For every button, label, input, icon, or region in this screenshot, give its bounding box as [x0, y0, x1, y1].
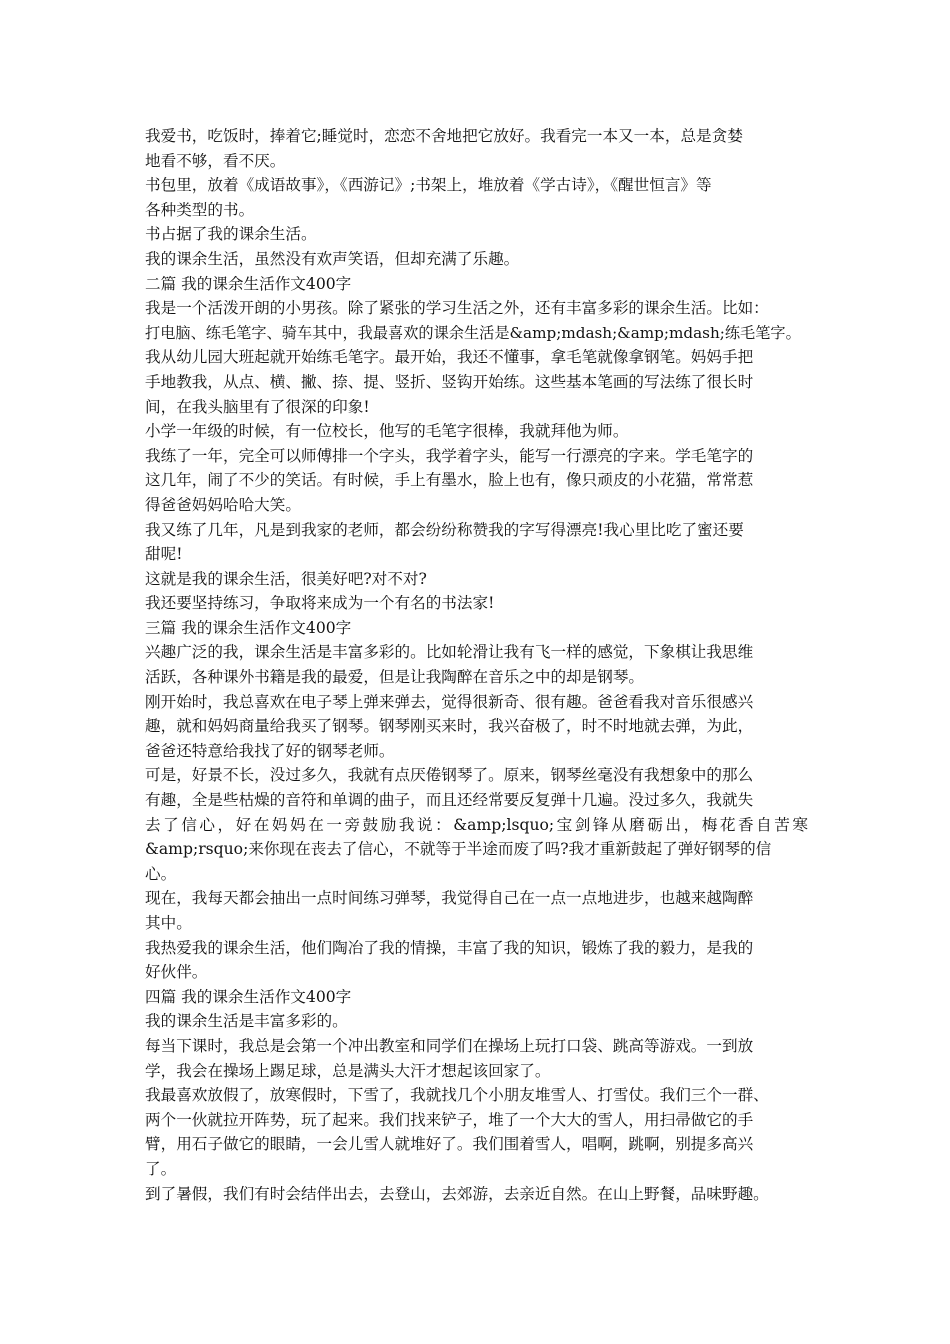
text-line: 我的课余生活是丰富多彩的。: [145, 1012, 348, 1031]
text-line: 甜呢!: [145, 545, 183, 564]
text-line: 去了信心，好在妈妈在一旁鼓励我说：&amp;lsquo;宝剑锋从磨砺出，梅花香自苦寒: [145, 815, 808, 834]
text-line: 趣，就和妈妈商量给我买了钢琴。钢琴刚买来时，我兴奋极了，时不时地就去弹，为此，: [145, 717, 754, 736]
text-line: 有趣，全是些枯燥的音符和单调的曲子，而且还经常要反复弹十几遍。没过多久，我就失: [145, 791, 754, 810]
document-body: [145, 124, 808, 1206]
text-line: 活跃，各种课外书籍是我的最爱，但是让我陶醉在音乐之中的却是钢琴。: [145, 668, 645, 687]
text-line: 两个一伙就拉开阵势，玩了起来。我们找来铲子，堆了一个大大的雪人，用扫帚做它的手: [145, 1110, 754, 1129]
text-line: 这就是我的课余生活，很美好吧?对不对?: [145, 569, 427, 588]
text-line: 可是，好景不长，没过多久，我就有点厌倦钢琴了。原来，钢琴丝毫没有我想象中的那么: [145, 766, 754, 785]
text-line: 小学一年级的时候，有一位校长，他写的毛笔字很棒，我就拜他为师。: [145, 422, 629, 441]
text-line: 我热爱我的课余生活，他们陶冶了我的情操，丰富了我的知识，锻炼了我的毅力，是我的: [145, 938, 754, 957]
text-line: 好伙伴。: [145, 963, 208, 982]
text-line: 现在，我每天都会抽出一点时间练习弹琴，我觉得自己在一点一点地进步，也越来越陶醉: [145, 889, 754, 908]
text-line: 我的课余生活，虽然没有欢声笑语，但却充满了乐趣。: [145, 249, 520, 268]
text-line: 学，我会在操场上踢足球，总是满头大汗才想起该回家了。: [145, 1061, 551, 1080]
text-line: 书占据了我的课余生活。: [145, 225, 317, 244]
section-heading: 二篇 我的课余生活作文400字: [145, 274, 352, 293]
text-line: 我爱书，吃饭时，捧着它;睡觉时，恋恋不舍地把它放好。我看完一本又一本，总是贪婪: [145, 127, 743, 145]
text-line: 手地教我，从点、横、撇、捺、提、竖折、竖钩开始练。这些基本笔画的写法练了很长时: [145, 372, 754, 391]
text-line: 心。: [145, 864, 177, 883]
text-line: 书包里，放着《成语故事》，《西游记》;书架上，堆放着《学古诗》，《醒世恒言》等: [145, 176, 712, 195]
text-line: 了。: [145, 1159, 177, 1178]
text-line: 我还要坚持练习，争取将来成为一个有名的书法家!: [145, 594, 495, 613]
text-line: 刚开始时，我总喜欢在电子琴上弹来弹去，觉得很新奇、很有趣。爸爸看我对音乐很感兴: [145, 692, 754, 711]
text-line: 得爸爸妈妈哈哈大笑。: [145, 495, 301, 514]
text-line: 每当下课时，我总是会第一个冲出教室和同学们在操场上玩打口袋、跳高等游戏。一到放: [145, 1036, 754, 1055]
text-line: 到了暑假，我们有时会结伴出去，去登山，去郊游，去亲近自然。在山上野餐，品味野趣。: [145, 1184, 769, 1203]
text-line: 我练了一年，完全可以师傅排一个字头，我学着字头，能写一行漂亮的字来。学毛笔字的: [145, 446, 754, 465]
text-line: 其中。: [145, 914, 192, 932]
section-heading: 四篇 我的课余生活作文400字: [145, 987, 352, 1006]
text-line: 各种类型的书。: [145, 200, 255, 219]
text-line: 我是一个活泼开朗的小男孩。除了紧张的学习生活之外，还有丰富多彩的课余生活。比如：: [145, 299, 769, 318]
text-line: 爸爸还特意给我找了好的钢琴老师。: [145, 741, 395, 760]
text-line: 这几年，闹了不少的笑话。有时候，手上有墨水，脸上也有，像只顽皮的小花猫，常常惹: [145, 471, 754, 490]
text-line: 臂，用石子做它的眼睛，一会儿雪人就堆好了。我们围着雪人，唱啊，跳啊，别提多高兴: [145, 1135, 754, 1154]
text-line: 兴趣广泛的我，课余生活是丰富多彩的。比如轮滑让我有飞一样的感觉，下象棋让我思维: [145, 643, 754, 662]
text-line: 打电脑、练毛笔字、骑车其中，我最喜欢的课余生活是&amp;mdash;&amp;mdash;练毛笔字。: [145, 323, 801, 342]
text-line: 我又练了几年，凡是到我家的老师，都会纷纷称赞我的字写得漂亮!我心里比吃了蜜还要: [145, 520, 744, 539]
text-line: 我最喜欢放假了，放寒假时，下雪了，我就找几个小朋友堆雪人、打雪仗。我们三个一群、: [145, 1086, 769, 1105]
text-line: 我从幼儿园大班起就开始练毛笔字。最开始，我还不懂事，拿毛笔就像拿钢笔。妈妈手把: [145, 348, 754, 367]
text-line: 地看不够，看不厌。: [145, 151, 286, 170]
text-line: &amp;rsquo;来你现在丧去了信心，不就等于半途而废了吗?我才重新鼓起了弹好钢琴的信: [145, 840, 772, 859]
text-line: 间，在我头脑里有了很深的印象!: [145, 397, 370, 416]
section-heading: 三篇 我的课余生活作文400字: [145, 618, 352, 637]
